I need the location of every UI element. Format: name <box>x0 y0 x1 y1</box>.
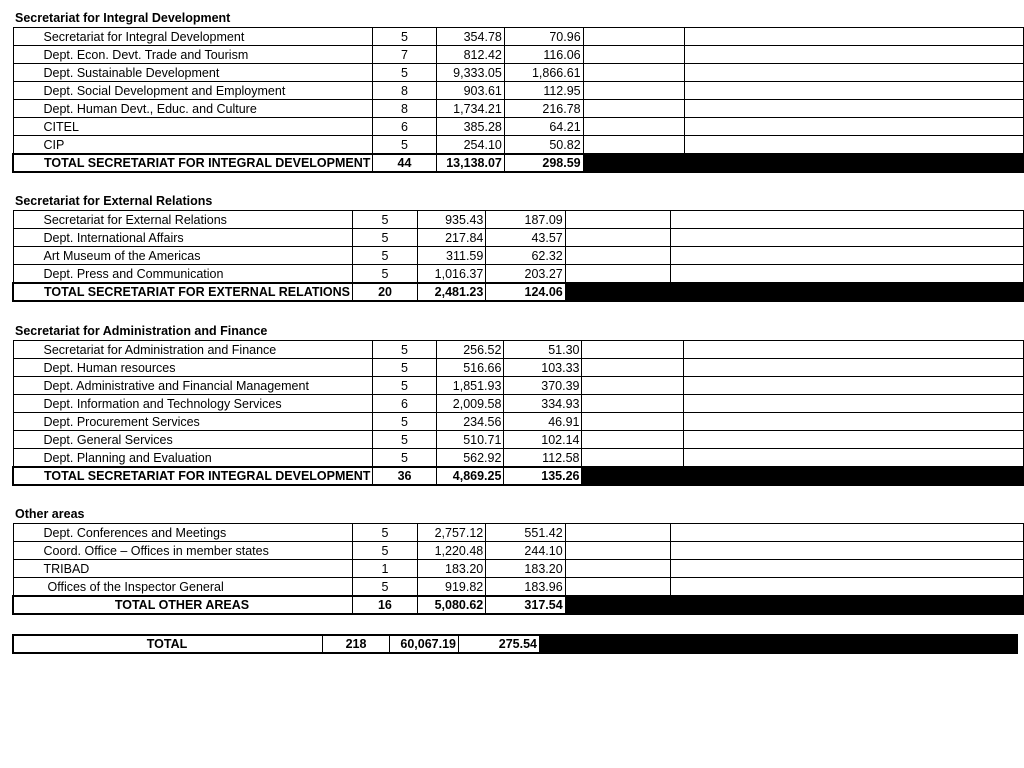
empty-cell <box>565 524 671 542</box>
empty-cell <box>565 542 671 560</box>
section-table-other-areas <box>12 523 1024 615</box>
empty-cell <box>671 542 1024 560</box>
grand-total-value: 60,067.19 <box>390 635 459 653</box>
empty-cell <box>582 359 684 377</box>
unit-count: 5 <box>352 578 417 597</box>
table-row <box>13 229 1024 247</box>
empty-cell <box>685 118 1024 136</box>
empty-cell <box>685 136 1024 155</box>
table-row <box>13 413 1024 431</box>
unit-name: Dept. Administrative and Financial Management <box>13 377 373 395</box>
table-row <box>13 118 1024 136</box>
filled-cell <box>582 467 684 485</box>
unit-name: Dept. Human Devt., Educ. and Culture <box>13 100 373 118</box>
unit-average: 116.06 <box>504 46 583 64</box>
filled-cell <box>685 154 1024 172</box>
unit-count: 5 <box>353 247 418 265</box>
table-row <box>13 247 1024 265</box>
empty-cell <box>565 265 671 284</box>
unit-average: 51.30 <box>504 341 582 359</box>
filled-cell <box>565 283 671 301</box>
total-average: 135.26 <box>504 467 582 485</box>
table-row <box>13 82 1024 100</box>
unit-name: Secretariat for Integral Development <box>13 28 373 46</box>
unit-count: 5 <box>353 229 418 247</box>
unit-name: Dept. Conferences and Meetings <box>13 524 352 542</box>
table-row <box>13 578 1024 597</box>
empty-cell <box>684 395 1024 413</box>
unit-average: 551.42 <box>486 524 565 542</box>
unit-value: 311.59 <box>418 247 486 265</box>
total-count: 44 <box>373 154 436 172</box>
empty-cell <box>565 247 671 265</box>
unit-value: 354.78 <box>436 28 504 46</box>
unit-value: 9,333.05 <box>436 64 504 82</box>
total-label: TOTAL OTHER AREAS <box>13 596 352 614</box>
unit-name: Secretariat for External Relations <box>13 211 353 229</box>
total-label: TOTAL SECRETARIAT FOR EXTERNAL RELATIONS <box>13 283 353 301</box>
unit-name: Dept. Press and Communication <box>13 265 353 284</box>
unit-count: 5 <box>373 377 436 395</box>
empty-cell <box>583 28 685 46</box>
unit-name: TRIBAD <box>13 560 352 578</box>
unit-name: CIP <box>13 136 373 155</box>
empty-cell <box>565 229 671 247</box>
table-row <box>13 64 1024 82</box>
unit-name: CITEL <box>13 118 373 136</box>
empty-cell <box>582 449 684 468</box>
table-row <box>13 395 1024 413</box>
filled-cell <box>540 635 650 653</box>
unit-value: 903.61 <box>436 82 504 100</box>
unit-count: 5 <box>373 359 436 377</box>
unit-average: 334.93 <box>504 395 582 413</box>
empty-cell <box>565 211 671 229</box>
unit-average: 244.10 <box>486 542 565 560</box>
unit-value: 919.82 <box>417 578 485 597</box>
empty-cell <box>684 359 1024 377</box>
unit-count: 5 <box>373 341 436 359</box>
grand-total-label: TOTAL <box>13 635 323 653</box>
unit-count: 5 <box>373 449 436 468</box>
filled-cell <box>684 467 1024 485</box>
unit-count: 5 <box>373 413 436 431</box>
unit-average: 46.91 <box>504 413 582 431</box>
unit-average: 183.96 <box>486 578 565 597</box>
empty-cell <box>583 100 685 118</box>
empty-cell <box>684 449 1024 468</box>
unit-count: 8 <box>373 100 436 118</box>
unit-value: 217.84 <box>418 229 486 247</box>
unit-value: 256.52 <box>436 341 504 359</box>
table-row <box>13 377 1024 395</box>
unit-count: 5 <box>353 211 418 229</box>
unit-value: 516.66 <box>436 359 504 377</box>
section-table-external-relations <box>12 210 1024 302</box>
unit-value: 2,009.58 <box>436 395 504 413</box>
empty-cell <box>685 64 1024 82</box>
section-title: Secretariat for Integral Development <box>15 11 231 25</box>
unit-count: 5 <box>373 431 436 449</box>
empty-cell <box>671 578 1024 597</box>
unit-count: 5 <box>352 524 417 542</box>
empty-cell <box>583 118 685 136</box>
unit-count: 5 <box>352 542 417 560</box>
unit-name: Dept. Planning and Evaluation <box>13 449 373 468</box>
unit-name: Dept. International Affairs <box>13 229 353 247</box>
empty-cell <box>671 265 1024 284</box>
table-row <box>13 524 1024 542</box>
unit-count: 5 <box>373 136 436 155</box>
table-row <box>13 341 1024 359</box>
unit-count: 1 <box>352 560 417 578</box>
empty-cell <box>684 377 1024 395</box>
table-row <box>13 46 1024 64</box>
table-row <box>13 265 1024 284</box>
table-row <box>13 211 1024 229</box>
unit-count: 5 <box>373 64 436 82</box>
unit-average: 43.57 <box>486 229 565 247</box>
unit-count: 5 <box>353 265 418 284</box>
total-average: 317.54 <box>486 596 565 614</box>
empty-cell <box>684 341 1024 359</box>
total-value: 13,138.07 <box>436 154 504 172</box>
empty-cell <box>583 64 685 82</box>
unit-name: Dept. Sustainable Development <box>13 64 373 82</box>
empty-cell <box>565 578 671 597</box>
empty-cell <box>671 211 1024 229</box>
table-row <box>13 449 1024 468</box>
grand-total-table <box>12 634 1018 654</box>
total-row <box>13 467 1024 485</box>
empty-cell <box>685 100 1024 118</box>
section-table-integral-development <box>12 27 1024 173</box>
table-row <box>13 560 1024 578</box>
table-row <box>13 28 1024 46</box>
unit-value: 254.10 <box>436 136 504 155</box>
section-title: Other areas <box>15 507 85 521</box>
total-average: 298.59 <box>504 154 583 172</box>
empty-cell <box>582 341 684 359</box>
unit-value: 2,757.12 <box>417 524 485 542</box>
grand-total-row <box>13 635 1018 653</box>
empty-cell <box>685 28 1024 46</box>
section-title: Secretariat for Administration and Finance <box>15 324 268 338</box>
total-row <box>13 283 1024 301</box>
empty-cell <box>582 431 684 449</box>
unit-average: 183.20 <box>486 560 565 578</box>
empty-cell <box>583 46 685 64</box>
unit-value: 183.20 <box>417 560 485 578</box>
unit-name: Dept. Human resources <box>13 359 373 377</box>
unit-name: Dept. Procurement Services <box>13 413 373 431</box>
total-label: TOTAL SECRETARIAT FOR INTEGRAL DEVELOPMENT <box>13 467 373 485</box>
unit-value: 234.56 <box>436 413 504 431</box>
unit-name: Dept. General Services <box>13 431 373 449</box>
empty-cell <box>583 136 685 155</box>
unit-value: 1,734.21 <box>436 100 504 118</box>
empty-cell <box>684 431 1024 449</box>
unit-average: 70.96 <box>504 28 583 46</box>
total-value: 2,481.23 <box>418 283 486 301</box>
unit-value: 510.71 <box>436 431 504 449</box>
total-value: 4,869.25 <box>436 467 504 485</box>
unit-average: 187.09 <box>486 211 565 229</box>
empty-cell <box>582 377 684 395</box>
unit-average: 102.14 <box>504 431 582 449</box>
filled-cell <box>650 635 1018 653</box>
unit-average: 112.95 <box>504 82 583 100</box>
empty-cell <box>685 82 1024 100</box>
table-row <box>13 431 1024 449</box>
empty-cell <box>582 413 684 431</box>
empty-cell <box>671 524 1024 542</box>
unit-count: 6 <box>373 395 436 413</box>
empty-cell <box>565 560 671 578</box>
unit-count: 6 <box>373 118 436 136</box>
unit-name: Dept. Econ. Devt. Trade and Tourism <box>13 46 373 64</box>
unit-average: 1,866.61 <box>504 64 583 82</box>
empty-cell <box>671 560 1024 578</box>
empty-cell <box>582 395 684 413</box>
filled-cell <box>565 596 671 614</box>
unit-value: 1,851.93 <box>436 377 504 395</box>
empty-cell <box>685 46 1024 64</box>
filled-cell <box>671 596 1024 614</box>
unit-average: 370.39 <box>504 377 582 395</box>
table-row <box>13 542 1024 560</box>
total-value: 5,080.62 <box>417 596 485 614</box>
total-average: 124.06 <box>486 283 565 301</box>
table-row <box>13 100 1024 118</box>
grand-total-count: 218 <box>323 635 390 653</box>
unit-average: 112.58 <box>504 449 582 468</box>
unit-average: 64.21 <box>504 118 583 136</box>
table-row <box>13 136 1024 155</box>
unit-count: 8 <box>373 82 436 100</box>
total-count: 16 <box>352 596 417 614</box>
unit-average: 62.32 <box>486 247 565 265</box>
unit-average: 50.82 <box>504 136 583 155</box>
empty-cell <box>671 247 1024 265</box>
unit-value: 935.43 <box>418 211 486 229</box>
unit-name: Secretariat for Administration and Finance <box>13 341 373 359</box>
section-title: Secretariat for External Relations <box>15 194 213 208</box>
total-row <box>13 596 1024 614</box>
unit-average: 216.78 <box>504 100 583 118</box>
unit-value: 1,220.48 <box>417 542 485 560</box>
filled-cell <box>671 283 1024 301</box>
filled-cell <box>583 154 685 172</box>
unit-value: 385.28 <box>436 118 504 136</box>
empty-cell <box>583 82 685 100</box>
unit-count: 7 <box>373 46 436 64</box>
unit-name: Dept. Social Development and Employment <box>13 82 373 100</box>
empty-cell <box>684 413 1024 431</box>
unit-value: 1,016.37 <box>418 265 486 284</box>
unit-value: 812.42 <box>436 46 504 64</box>
unit-name: Coord. Office – Offices in member states <box>13 542 352 560</box>
unit-count: 5 <box>373 28 436 46</box>
total-count: 36 <box>373 467 436 485</box>
unit-average: 103.33 <box>504 359 582 377</box>
total-count: 20 <box>353 283 418 301</box>
grand-total-average: 275.54 <box>459 635 540 653</box>
unit-name: Art Museum of the Americas <box>13 247 353 265</box>
unit-average: 203.27 <box>486 265 565 284</box>
unit-value: 562.92 <box>436 449 504 468</box>
total-row <box>13 154 1024 172</box>
total-label: TOTAL SECRETARIAT FOR INTEGRAL DEVELOPMENT <box>13 154 373 172</box>
empty-cell <box>671 229 1024 247</box>
table-row <box>13 359 1024 377</box>
section-table-administration-finance <box>12 340 1024 486</box>
unit-name: Offices of the Inspector General <box>13 578 352 597</box>
unit-name: Dept. Information and Technology Services <box>13 395 373 413</box>
